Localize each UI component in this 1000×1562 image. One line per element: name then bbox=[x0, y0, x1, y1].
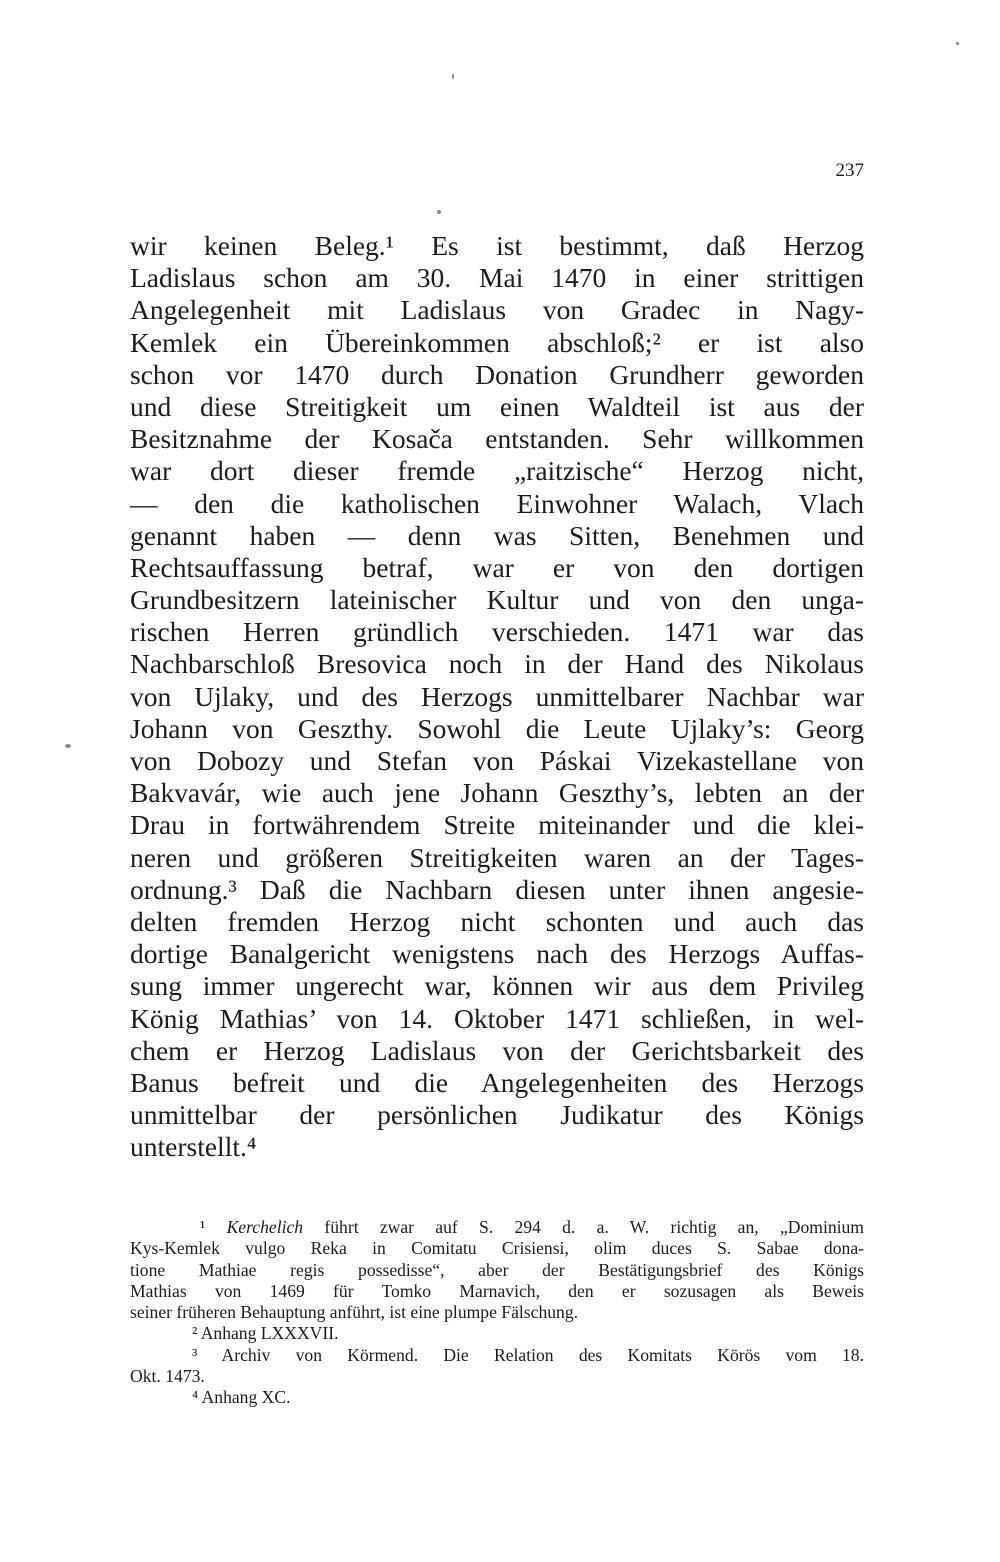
body-line: unterstellt.⁴ bbox=[130, 1131, 257, 1163]
body-line: und diese Streitigkeit um einen Waldteil ist aus der bbox=[130, 390, 864, 422]
footnote-line: Okt. 1473. bbox=[130, 1366, 205, 1387]
body-line: Banus befreit und die Angelegenheiten des Herzogs bbox=[130, 1066, 864, 1098]
body-line: unmittelbar der persönlichen Judikatur des Königs bbox=[130, 1099, 864, 1131]
footnote-line: seiner früheren Behauptung anführt, ist eine plumpe Fälschung. bbox=[130, 1302, 579, 1323]
body-line: Bakvavár, wie auch jene Johann Geszthy’s, lebten an der bbox=[130, 777, 864, 809]
footnote-1 bbox=[130, 1217, 864, 1238]
body-line: Drau in fortwährendem Streite miteinander und die klei- bbox=[130, 809, 864, 841]
body-line: Grundbesitzern lateinischer Kultur und von den unga- bbox=[130, 584, 864, 616]
footnotes bbox=[130, 1217, 864, 1409]
page-number: 237 bbox=[835, 160, 864, 181]
body-line: Johann von Geszthy. Sowohl die Leute Ujlaky’s: Georg bbox=[130, 712, 864, 744]
scan-speck bbox=[65, 744, 71, 748]
footnote-text: führt zwar auf S. 294 d. a. W. richtig an, „Dominium bbox=[303, 1217, 864, 1237]
body-line: Nachbarschloß Bresovica noch in der Hand des Nikolaus bbox=[130, 648, 864, 680]
body-line: delten fremden Herzog nicht schonten und auch das bbox=[130, 905, 864, 937]
body-line: genannt haben — denn was Sitten, Benehmen und bbox=[130, 519, 864, 551]
body-line: ordnung.³ Daß die Nachbarn diesen unter ihnen angesie- bbox=[130, 873, 864, 905]
body-line: von Ujlaky, und des Herzogs unmittelbarer Nachbar war bbox=[130, 680, 864, 712]
body-line: dortige Banalgericht wenigstens nach des Herzogs Auffas- bbox=[130, 938, 864, 970]
body-text bbox=[130, 230, 864, 1163]
body-line: von Dobozy und Stefan von Páskai Vizekastellane von bbox=[130, 745, 864, 776]
footnote-line: Kys-Kemlek vulgo Reka in Comitatu Crisiensi, olim duces S. Sabae dona- bbox=[130, 1238, 864, 1259]
body-line: neren und größeren Streitigkeiten waren an der Tages- bbox=[130, 841, 864, 873]
footnote-line: tione Mathiae regis possedisse“, aber der Bestätigungsbrief des Königs bbox=[130, 1259, 864, 1280]
body-line: — den die katholischen Einwohner Walach, Vlach bbox=[130, 487, 864, 519]
body-line: Ladislaus schon am 30. Mai 1470 in einer strittigen bbox=[130, 262, 864, 294]
footnote-2: ² Anhang LXXXVII. bbox=[192, 1323, 339, 1344]
body-line: war dort dieser fremde „raitzische“ Herzog nicht, bbox=[130, 455, 864, 487]
scan-speck bbox=[956, 42, 959, 45]
body-line: Besitznahme der Kosača entstanden. Sehr willkommen bbox=[130, 423, 864, 455]
body-line: Angelegenheit mit Ladislaus von Gradec in Nagy- bbox=[130, 294, 864, 326]
body-line: chem er Herzog Ladislaus von der Gerichtsbarkeit des bbox=[130, 1034, 864, 1066]
body-line: rischen Herren gründlich verschieden. 1471 war das bbox=[130, 616, 864, 648]
footnote-4: ⁴ Anhang XC. bbox=[192, 1387, 291, 1408]
footnote-author: Kerchelich bbox=[226, 1217, 304, 1237]
scan-speck bbox=[452, 74, 454, 79]
footnote-line: Mathias von 1469 für Tomko Marnavich, den er sozusagen als Beweis bbox=[130, 1280, 864, 1301]
footnote-marker: ¹ bbox=[200, 1217, 206, 1237]
body-line: schon vor 1470 durch Donation Grundherr geworden bbox=[130, 358, 864, 390]
scan-speck bbox=[437, 210, 441, 214]
body-line: Kemlek ein Übereinkommen abschloß;² er ist also bbox=[130, 326, 864, 358]
footnote-3: ³ Archiv von Körmend. Die Relation des Komitats Körös vom 18. bbox=[192, 1344, 864, 1365]
body-line: König Mathias’ von 14. Oktober 1471 schließen, in wel- bbox=[130, 1002, 864, 1034]
body-line: wir keinen Beleg.¹ Es ist bestimmt, daß Herzog bbox=[130, 230, 864, 261]
body-line: sung immer ungerecht war, können wir aus dem Privileg bbox=[130, 970, 864, 1002]
body-line: Rechtsauffassung betraf, war er von den dortigen bbox=[130, 551, 864, 583]
